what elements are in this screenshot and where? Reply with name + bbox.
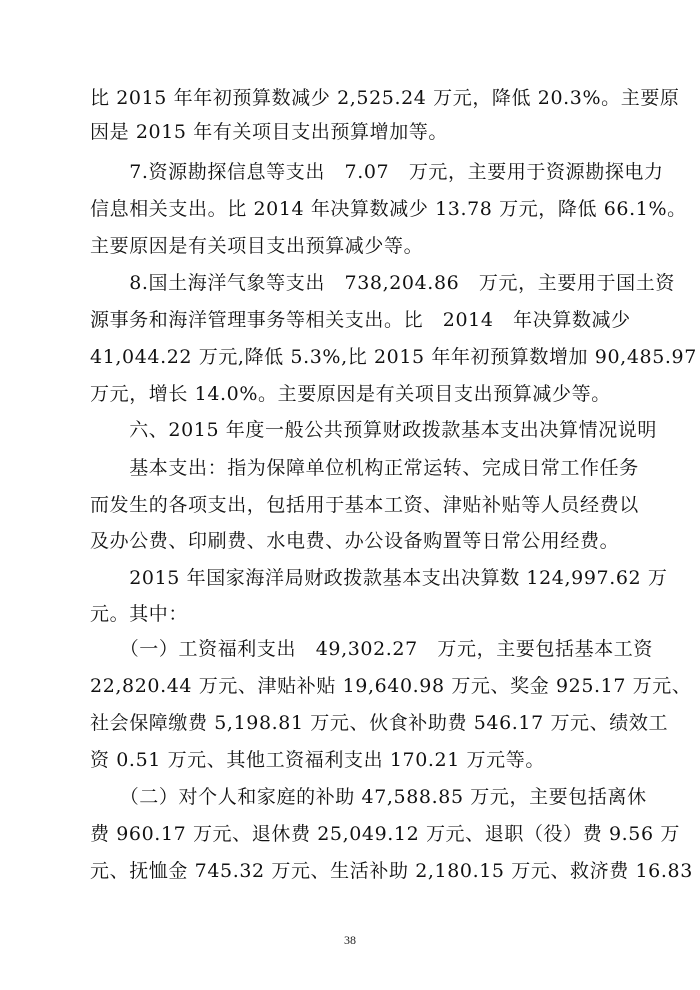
text-line: 信息相关支出。比 2014 年决算数减少 13.78 万元，降低 66.1%。 bbox=[90, 198, 687, 220]
text-line: （二）对个人和家庭的补助 47,588.85 万元，主要包括离休 bbox=[90, 786, 647, 808]
text-line: 8.国土海洋气象等支出 738,204.86 万元，主要用于国土资 bbox=[90, 272, 675, 294]
page-number: 38 bbox=[344, 933, 356, 947]
text-line: 基本支出：指为保障单位机构正常运转、完成日常工作任务 bbox=[90, 457, 639, 479]
text-line: 而发生的各项支出，包括用于基本工资、津贴补贴等人员经费以 bbox=[90, 494, 639, 516]
text-line: 元。其中： bbox=[90, 603, 189, 625]
text-line: 社会保障缴费 5,198.81 万元、伙食补助费 546.17 万元、绩效工 bbox=[90, 712, 669, 734]
text-line: 元、抚恤金 745.32 万元、生活补助 2,180.15 万元、救济费 16.83 bbox=[90, 860, 693, 882]
text-line: 因是 2015 年有关项目支出预算增加等。 bbox=[90, 121, 449, 143]
text-line: 2015 年国家海洋局财政拨款基本支出决算数 124,997.62 万 bbox=[90, 567, 668, 589]
text-line: 源事务和海洋管理事务等相关支出。比 2014 年决算数减少 bbox=[90, 309, 631, 331]
text-line: 41,044.22 万元,降低 5.3%,比 2015 年年初预算数增加 90,485.97 bbox=[90, 346, 697, 368]
text-line: 主要原因是有关项目支出预算减少等。 bbox=[90, 235, 424, 257]
section-heading: 六、2015 年度一般公共预算财政拨款基本支出决算情况说明 bbox=[90, 419, 657, 441]
text-line: 22,820.44 万元、津贴补贴 19,640.98 万元、奖金 925.17 万元、 bbox=[90, 675, 692, 697]
text-line: 及办公费、印刷费、水电费、办公设备购置等日常公用经费。 bbox=[90, 530, 620, 552]
text-line: 比 2015 年年初预算数减少 2,525.24 万元，降低 20.3%。主要原 bbox=[90, 87, 680, 109]
text-line: 7.资源勘探信息等支出 7.07 万元，主要用于资源勘探电力 bbox=[90, 161, 664, 183]
text-line: 资 0.51 万元、其他工资福利支出 170.21 万元等。 bbox=[90, 749, 545, 771]
text-line: 费 960.17 万元、退休费 25,049.12 万元、退职（役）费 9.56 万 bbox=[90, 823, 680, 845]
text-line: （一）工资福利支出 49,302.27 万元，主要包括基本工资 bbox=[90, 638, 653, 660]
text-line: 万元，增长 14.0%。主要原因是有关项目支出预算减少等。 bbox=[90, 383, 611, 405]
